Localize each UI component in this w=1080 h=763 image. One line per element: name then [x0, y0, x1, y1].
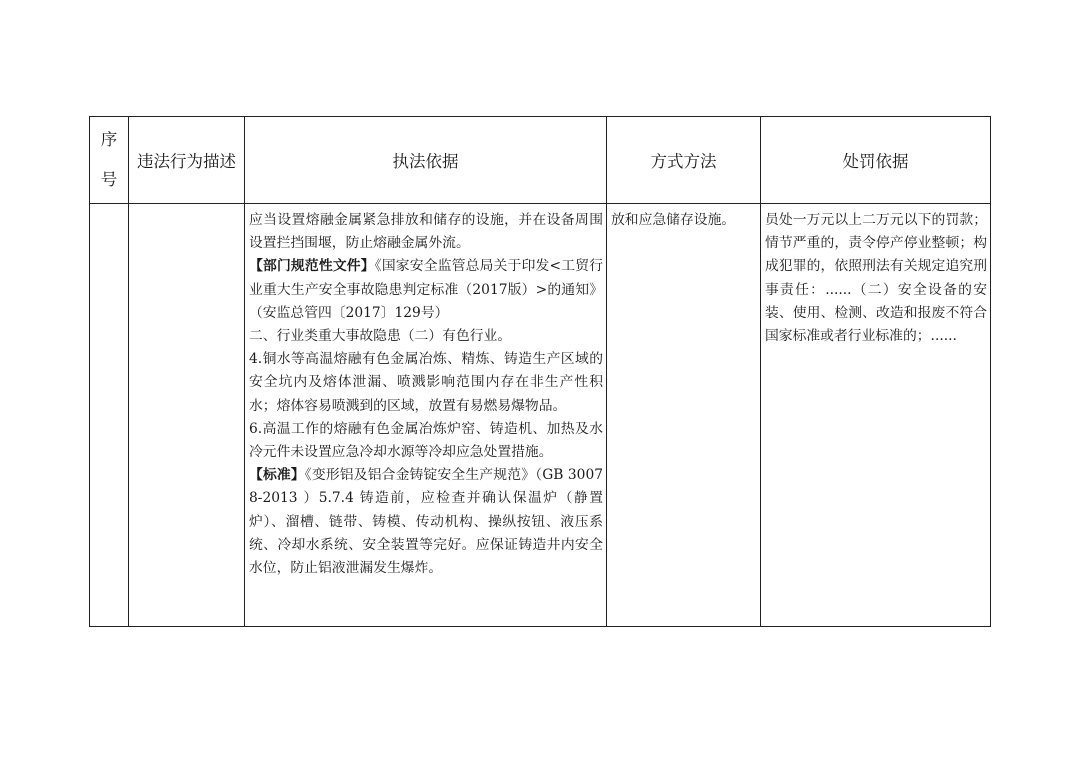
- cell-penalty: [761, 204, 991, 627]
- header-basis: 执法依据: [245, 117, 607, 204]
- cell-description: [129, 204, 245, 627]
- basis-paragraph: [249, 209, 603, 255]
- table-header-row: [90, 117, 991, 204]
- cell-basis: [245, 204, 607, 627]
- table-row: [90, 204, 991, 627]
- cell-seq-text: [90, 204, 128, 209]
- header-seq: [90, 117, 129, 204]
- basis-paragraph: [249, 464, 603, 580]
- basis-text: [245, 204, 606, 580]
- cell-seq: [90, 204, 129, 627]
- penalty-text: 员处一万元以上二万元以下的罚款；情节严重的，责令停产停业整顿；构成犯罪的，依照刑法有关规定追究刑事责任：......（二）安全设备的安装、使用、检测、改造和报废不符合国家标准或者行业标准的；......: [765, 212, 987, 345]
- basis-paragraph: [249, 255, 603, 325]
- cell-method: [607, 204, 761, 627]
- basis-body: 《变形铝及铝合金铸锭安全生产规范》（GB 30078-2013 ）5.7.4 铸造前，应检查并确认保温炉（静置炉）、溜槽、链带、铸模、传动机构、操纵按钮、液压系统、冷却水系统、安全装置等完好。应保证铸造井内安全水位，防止铝液泄漏发生爆炸。: [249, 467, 604, 577]
- basis-tag: 【部门规范性文件】: [249, 258, 375, 275]
- basis-paragraph: [249, 418, 603, 464]
- basis-tag: 【标准】: [249, 467, 305, 484]
- basis-body: 应当设置熔融金属紧急排放和储存的设施，并在设备周围设置拦挡围堰，防止熔融金属外流。: [249, 212, 603, 252]
- header-seq-label: 序号: [100, 130, 118, 189]
- header-penalty: 处罚依据: [761, 117, 991, 204]
- basis-body: 二、行业类重大事故隐患（二）有色行业。: [249, 328, 512, 345]
- basis-body: 4.铜水等高温熔融有色金属冶炼、精炼、铸造生产区域的安全坑内及熔体泄漏、喷溅影响范围内存在非生产性积水；熔体容易喷溅到的区域，放置有易燃易爆物品。: [249, 351, 603, 414]
- basis-body: 6.高温工作的熔融有色金属冶炼炉窑、铸造机、加热及水冷元件未设置应急冷却水源等冷却应急处置措施。: [249, 420, 603, 461]
- enforcement-table: [89, 116, 991, 627]
- cell-description-text: [129, 204, 244, 209]
- basis-paragraph: [249, 325, 603, 348]
- basis-paragraph: [249, 348, 603, 418]
- basis-body: 《国家安全监管总局关于印发<工贸行业重大生产安全事故隐患判定标准（2017版）>的通知》（安监总管四〔2017〕129号）: [249, 258, 603, 321]
- header-method: 方式方法: [607, 117, 761, 204]
- method-text: 放和应急储存设施。: [611, 212, 736, 228]
- header-description: 违法行为描述: [129, 117, 245, 204]
